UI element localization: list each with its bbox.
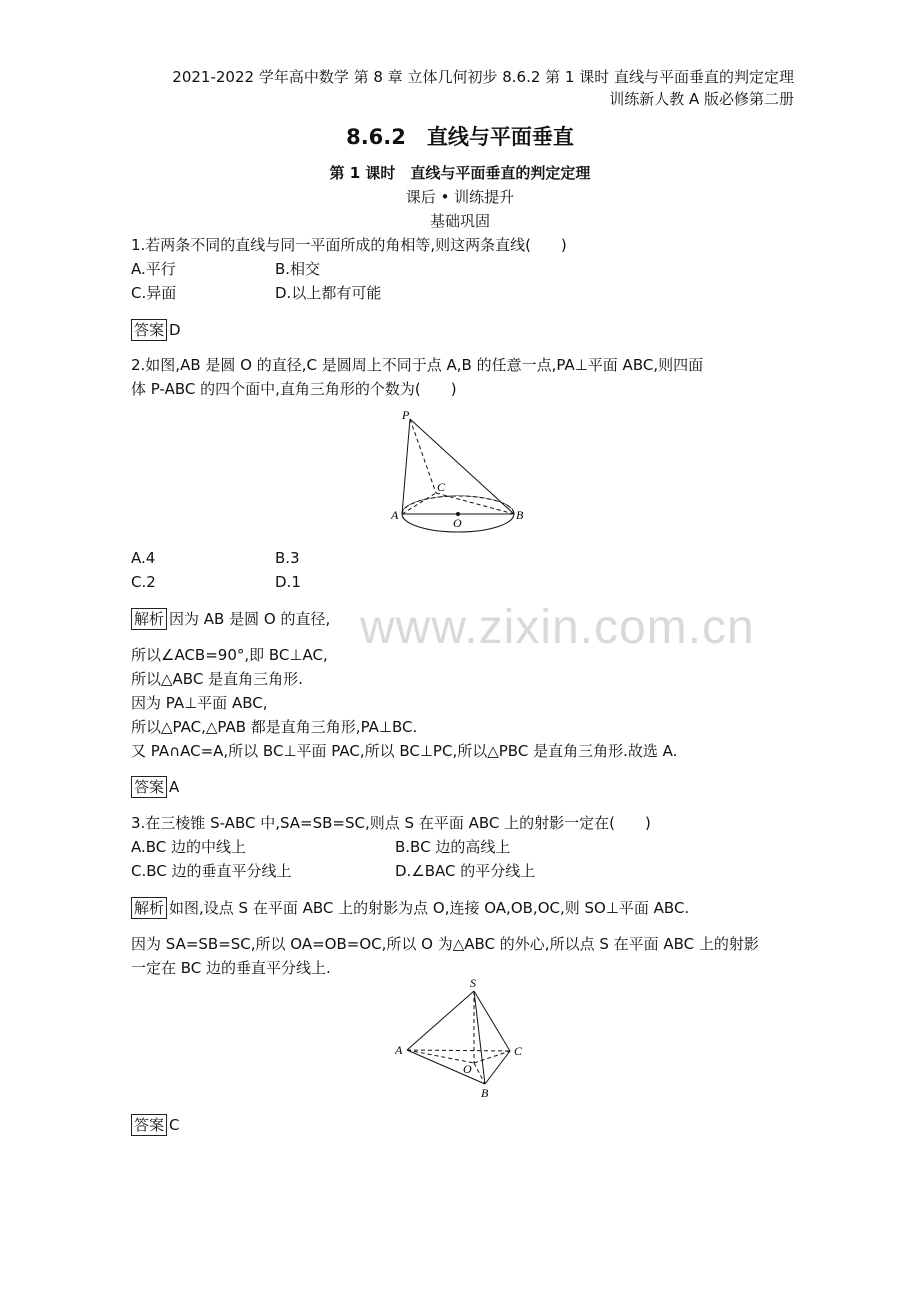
- q3-label-a: A: [395, 1043, 403, 1057]
- q2-answer: A: [169, 778, 180, 796]
- analysis-tag: 解析: [131, 608, 167, 630]
- lesson-title: 第 1 课时 直线与平面垂直的判定定理: [329, 164, 591, 182]
- q3-option-c: C.BC 边的垂直平分线上: [131, 862, 292, 880]
- header-line-2: 训练新人教 A 版必修第二册: [609, 90, 794, 108]
- q1-answer-row: [131, 318, 181, 342]
- q2-figure-cone: [390, 405, 530, 540]
- q2-analysis-line-4: 因为 PA⊥平面 ABC,: [131, 694, 268, 712]
- section-title: 8.6.2 直线与平面垂直: [346, 125, 574, 149]
- q3-label-s: S: [470, 976, 476, 990]
- q2-option-c: C.2: [131, 573, 156, 591]
- q3-analysis-text-1: 如图,设点 S 在平面 ABC 上的射影为点 O,连接 OA,OB,OC,则 SO⊥平面 ABC.: [169, 899, 690, 917]
- q2-label-o: O: [453, 516, 462, 530]
- q2-answer-row: [131, 775, 179, 799]
- q3-edge-bc: [485, 1051, 510, 1084]
- q2-option-b: B.3: [275, 549, 300, 567]
- q2-label-b: B: [516, 508, 524, 522]
- q3-edge-sb: [474, 991, 485, 1084]
- q2-analysis-line-1: [131, 607, 330, 631]
- q3-answer: C: [169, 1116, 180, 1134]
- q2-option-d: D.1: [275, 573, 301, 591]
- q2-label-c: C: [437, 480, 446, 494]
- q3-edge-ac: [407, 1050, 510, 1051]
- q3-label-c: C: [514, 1044, 523, 1058]
- q2-analysis-line-5: 所以△PAC,△PAB 都是直角三角形,PA⊥BC.: [131, 718, 418, 736]
- q3-stem: 3.在三棱锥 S-ABC 中,SA=SB=SC,则点 S 在平面 ABC 上的射影一定在( ): [131, 814, 651, 832]
- header-line-1: 2021-2022 学年高中数学 第 8 章 立体几何初步 8.6.2 第 1 课时 直线与平面垂直的判定定理: [172, 68, 794, 86]
- q1-option-b: B.相交: [275, 260, 321, 278]
- answer-tag: 答案: [131, 1114, 167, 1136]
- q1-stem: 1.若两条不同的直线与同一平面所成的角相等,则这两条直线( ): [131, 236, 567, 254]
- q2-analysis-line-2: 所以∠ACB=90°,即 BC⊥AC,: [131, 646, 328, 664]
- q3-label-o: O: [463, 1062, 472, 1076]
- q1-answer: D: [169, 321, 181, 339]
- q2-option-a: A.4: [131, 549, 156, 567]
- q3-edge-sc: [474, 991, 510, 1051]
- q2-stem-line-1: 2.如图,AB 是圆 O 的直径,C 是圆周上不同于点 A,B 的任意一点,PA⊥平面 ABC,则四面: [131, 356, 704, 374]
- q1-option-c: C.异面: [131, 284, 177, 302]
- q2-analysis-text-1: 因为 AB 是圆 O 的直径,: [169, 610, 331, 628]
- q2-label-a: A: [391, 508, 399, 522]
- watermark: www.zixin.com.cn: [360, 601, 755, 654]
- q3-figure-pyramid: [390, 975, 530, 1103]
- q1-option-d: D.以上都有可能: [275, 284, 382, 302]
- q3-analysis-line-2: 因为 SA=SB=SC,所以 OA=OB=OC,所以 O 为△ABC 的外心,所以点 S 在平面 ABC 上的射影: [131, 935, 759, 953]
- answer-tag: 答案: [131, 319, 167, 341]
- q3-analysis-line-1: [131, 896, 689, 920]
- answer-tag: 答案: [131, 776, 167, 798]
- q3-option-a: A.BC 边的中线上: [131, 838, 247, 856]
- q2-analysis-line-6: 又 PA∩AC=A,所以 BC⊥平面 PAC,所以 BC⊥PC,所以△PBC 是直角三角形.故选 A.: [131, 742, 678, 760]
- analysis-tag: 解析: [131, 897, 167, 919]
- sub-title: 课后 • 训练提升: [405, 188, 515, 206]
- q3-edge-oc: [474, 1051, 510, 1063]
- q1-option-a: A.平行: [131, 260, 176, 278]
- q2-edge-pc: [410, 419, 436, 493]
- q3-analysis-line-3: 一定在 BC 边的垂直平分线上.: [131, 959, 331, 977]
- level-title: 基础巩固: [429, 212, 490, 230]
- q3-option-d: D.∠BAC 的平分线上: [395, 862, 536, 880]
- q3-answer-row: [131, 1113, 180, 1137]
- q2-analysis-line-3: 所以△ABC 是直角三角形.: [131, 670, 303, 688]
- q3-option-b: B.BC 边的高线上: [395, 838, 511, 856]
- q2-label-p: P: [402, 408, 410, 422]
- q3-label-b: B: [481, 1086, 489, 1100]
- q2-stem-line-2: 体 P-ABC 的四个面中,直角三角形的个数为( ): [131, 380, 457, 398]
- q3-edge-sa: [407, 991, 474, 1050]
- q2-edge-pa: [402, 419, 410, 514]
- q3-edge-ab: [407, 1050, 485, 1084]
